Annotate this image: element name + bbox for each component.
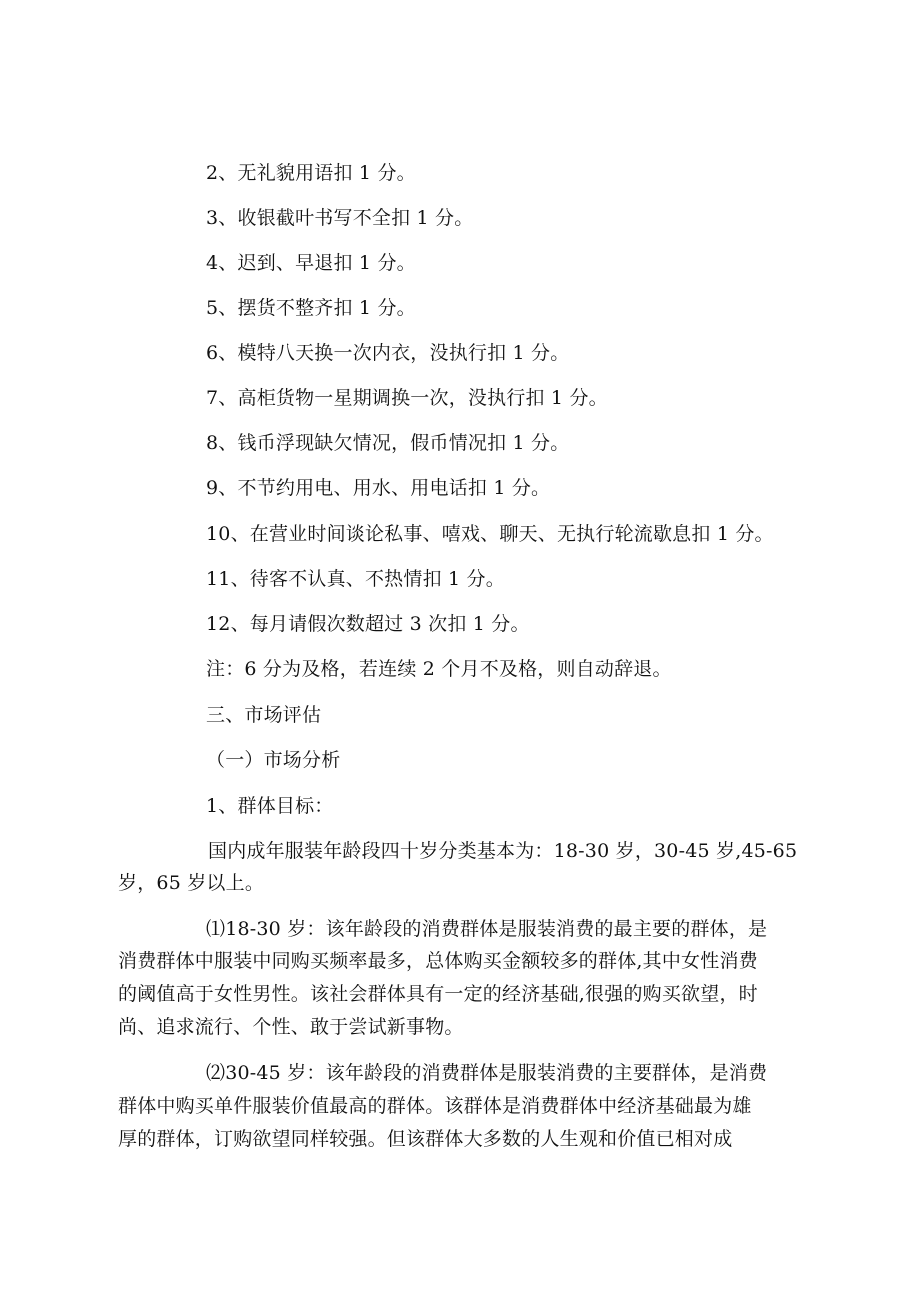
group1-line-2: 消费群体中服装中同购买频率最多，总体购买金额较多的群体,其中女性消费 <box>118 950 758 972</box>
subsection-heading: （一）市场分析 <box>206 749 341 771</box>
rule-item-3: 3、收银截叶书写不全扣 1 分。 <box>206 207 474 229</box>
rule-item-5: 5、摆货不整齐扣 1 分。 <box>206 297 416 319</box>
section-heading: 三、市场评估 <box>206 704 322 726</box>
group2-line-2: 群体中购买单件服装价值最高的群体。该群体是消费群体中经济基础最为雄 <box>118 1095 752 1117</box>
rule-item-10: 10、在营业时间谈论私事、嘻戏、聊天、无执行轮流歇息扣 1 分。 <box>206 523 774 545</box>
rule-item-11: 11、待客不认真、不热情扣 1 分。 <box>206 568 505 590</box>
group2-line-1: ⑵30-45 岁：该年龄段的消费群体是服装消费的主要群体，是消费 <box>206 1062 768 1084</box>
rule-item-9: 9、不节约用电、用水、用电话扣 1 分。 <box>206 477 551 499</box>
rule-item-7: 7、高柜货物一星期调换一次，没执行扣 1 分。 <box>206 387 608 409</box>
rule-item-2: 2、无礼貌用语扣 1 分。 <box>206 162 416 184</box>
intro-line-2: 岁，65 岁以上。 <box>118 872 265 894</box>
rule-item-4: 4、迟到、早退扣 1 分。 <box>206 252 416 274</box>
group1-line-4: 尚、追求流行、个性、敢于尝试新事物。 <box>118 1016 464 1038</box>
rule-item-6: 6、模特八天换一次内衣，没执行扣 1 分。 <box>206 342 570 364</box>
group1-line-1: ⑴18-30 岁：该年龄段的消费群体是服装消费的最主要的群体，是 <box>206 918 768 940</box>
group2-line-3: 厚的群体，订购欲望同样较强。但该群体大多数的人生观和价值已相对成 <box>118 1128 733 1150</box>
rule-item-12: 12、每月请假次数超过 3 次扣 1 分。 <box>206 613 530 635</box>
point-heading: 1、群体目标： <box>206 795 334 817</box>
intro-line-1: 国内成年服装年龄段四十岁分类基本为：18-30 岁，30-45 岁,45-65 <box>208 840 798 862</box>
group1-line-3: 的阈值高于女性男性。该社会群体具有一定的经济基础,很强的购买欲望，时 <box>118 983 758 1005</box>
rule-note: 注：6 分为及格，若连续 2 个月不及格，则自动辞退。 <box>206 658 672 680</box>
rule-item-8: 8、钱币浮现缺欠情况，假币情况扣 1 分。 <box>206 432 570 454</box>
